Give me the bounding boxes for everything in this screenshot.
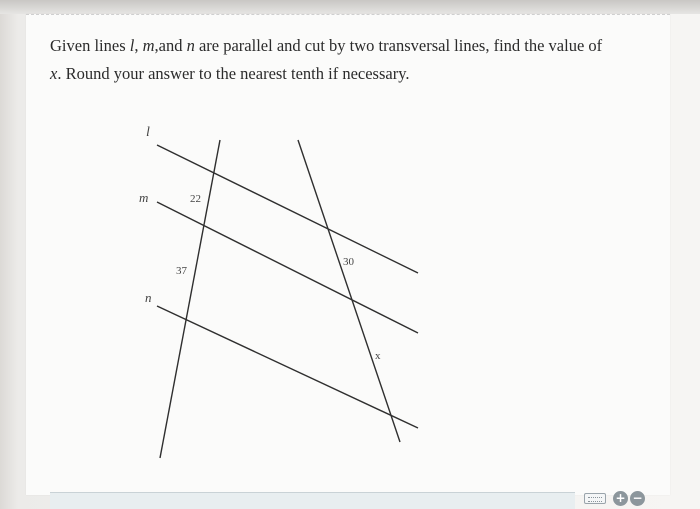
question-text-part: , (134, 36, 143, 55)
question-text-part: ,and (154, 36, 187, 55)
segment-label-x: x (375, 350, 381, 362)
segment-label-22: 22 (190, 193, 201, 205)
answer-toolbar (584, 490, 650, 508)
plus-circle-icon[interactable]: + (613, 491, 628, 506)
minus-circle-icon[interactable]: − (630, 491, 645, 506)
transversal-left (160, 140, 220, 458)
segment-label-30: 30 (343, 256, 354, 268)
segment-label-37: 37 (176, 265, 187, 277)
question-text-part: Given lines (50, 36, 130, 55)
line-n (157, 306, 418, 428)
line-n-label: n (145, 290, 152, 305)
transversal-right (298, 140, 400, 442)
keyboard-icon[interactable] (584, 493, 606, 504)
line-l (157, 145, 418, 273)
question-text-part: are parallel and cut by two transversal lines, find the value of (194, 36, 603, 55)
variable-n: n (186, 36, 195, 55)
variable-x: x (50, 64, 58, 83)
line-l-label: l (146, 125, 150, 140)
answer-input-area[interactable] (50, 492, 575, 509)
variable-m: m (142, 36, 155, 55)
line-m-label: m (139, 190, 149, 205)
question-text-part: . Round your answer to the nearest tenth if necessary. (57, 64, 410, 83)
variable-l: l (129, 36, 135, 55)
